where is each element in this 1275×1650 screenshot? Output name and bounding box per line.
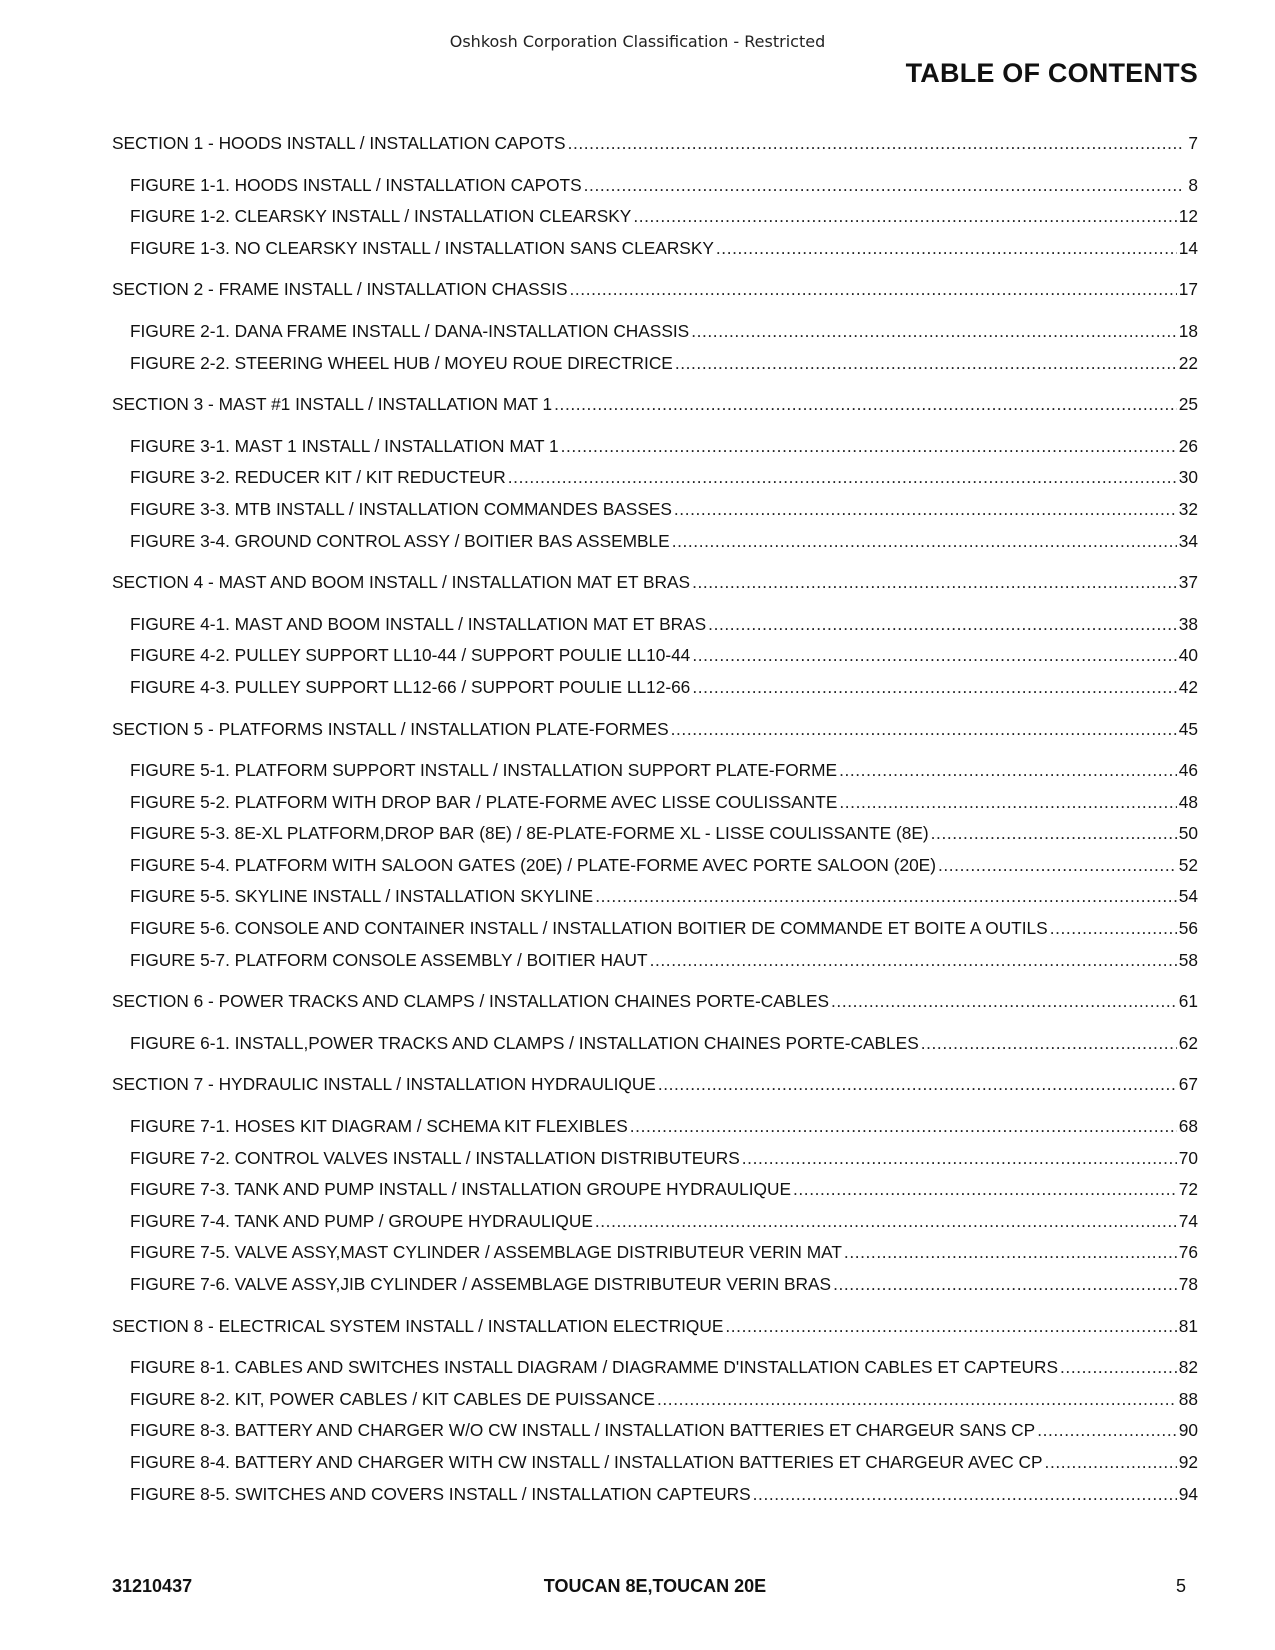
toc-entry-label: SECTION 5 - PLATFORMS INSTALL / INSTALLATION PLATE-FORMES xyxy=(112,718,669,739)
toc-figure-entry[interactable] xyxy=(112,233,1198,265)
document-number: 31210437 xyxy=(112,1576,193,1596)
toc-entry-page: 90 xyxy=(1178,1420,1198,1441)
dot-leader xyxy=(650,945,1177,977)
toc-entry-label: FIGURE 7-2. CONTROL VALVES INSTALL / INSTALLATION DISTRIBUTEURS xyxy=(130,1147,740,1168)
toc-entry-label: SECTION 4 - MAST AND BOOM INSTALL / INSTALLATION MAT ET BRAS xyxy=(112,572,691,593)
toc-figure-entry[interactable] xyxy=(112,348,1198,380)
toc-figure-entry[interactable] xyxy=(112,850,1198,882)
toc-figure-entry[interactable] xyxy=(112,787,1198,819)
dot-leader xyxy=(692,567,1177,599)
toc-figure-entry[interactable] xyxy=(112,316,1198,348)
toc-entry-label: FIGURE 5-2. PLATFORM WITH DROP BAR / PLATE-FORME AVEC LISSE COULISSANTE xyxy=(130,791,838,812)
toc-figure-entry[interactable] xyxy=(112,755,1198,787)
classification-banner: Oshkosh Corporation Classification - Restricted xyxy=(449,32,826,51)
dot-leader xyxy=(561,431,1177,463)
toc-entry-label: FIGURE 7-3. TANK AND PUMP INSTALL / INSTALLATION GROUPE HYDRAULIQUE xyxy=(130,1179,791,1200)
toc-figure-entry[interactable] xyxy=(112,1206,1198,1238)
toc-entry-page: 25 xyxy=(1178,394,1198,415)
dot-leader xyxy=(692,672,1176,704)
dot-leader xyxy=(691,316,1177,348)
toc-figure-entry[interactable] xyxy=(112,526,1198,558)
toc-entry-label: FIGURE 1-1. HOODS INSTALL / INSTALLATION CAPOTS xyxy=(130,174,582,195)
toc-entry-page: 14 xyxy=(1178,237,1198,258)
toc-entry-page: 54 xyxy=(1178,886,1198,907)
toc-figure-entry[interactable] xyxy=(112,1415,1198,1447)
toc-section-entry[interactable] xyxy=(112,567,1198,599)
toc-entry-label: FIGURE 5-1. PLATFORM SUPPORT INSTALL / INSTALLATION SUPPORT PLATE-FORME xyxy=(130,760,838,781)
dot-leader xyxy=(708,609,1177,641)
toc-figure-entry[interactable] xyxy=(112,945,1198,977)
toc-entry-page: 32 xyxy=(1178,498,1198,519)
toc-entry-page: 50 xyxy=(1178,823,1198,844)
toc-entry-page: 8 xyxy=(1188,174,1198,195)
dot-leader xyxy=(675,348,1177,380)
toc-entry-label: FIGURE 8-5. SWITCHES AND COVERS INSTALL / INSTALLATION CAPTEURS xyxy=(130,1483,751,1504)
toc-figure-entry[interactable] xyxy=(112,170,1198,202)
dot-leader xyxy=(742,1143,1177,1175)
toc-entry-label: SECTION 6 - POWER TRACKS AND CLAMPS / INSTALLATION CHAINES PORTE-CABLES xyxy=(112,991,830,1012)
toc-entry-label: FIGURE 5-5. SKYLINE INSTALL / INSTALLATION SKYLINE xyxy=(130,886,594,907)
toc-figure-entry[interactable] xyxy=(112,640,1198,672)
toc-entry-label: SECTION 2 - FRAME INSTALL / INSTALLATION CHASSIS xyxy=(112,279,568,300)
toc-figure-entry[interactable] xyxy=(112,431,1198,463)
dot-leader xyxy=(716,233,1177,265)
toc-figure-entry[interactable] xyxy=(112,1384,1198,1416)
toc-entry-page: 62 xyxy=(1178,1032,1198,1053)
dot-leader xyxy=(844,1237,1177,1269)
toc-entry-label: FIGURE 7-1. HOSES KIT DIAGRAM / SCHEMA KIT FLEXIBLES xyxy=(130,1116,628,1137)
toc-entry-page: 81 xyxy=(1178,1315,1198,1336)
toc-entry-label: FIGURE 3-2. REDUCER KIT / KIT REDUCTEUR xyxy=(130,467,506,488)
toc-figure-entry[interactable] xyxy=(112,913,1198,945)
toc-figure-entry[interactable] xyxy=(112,1028,1198,1060)
dot-leader xyxy=(633,201,1176,233)
dot-leader xyxy=(595,881,1177,913)
toc-section-entry[interactable] xyxy=(112,274,1198,306)
page-title: TABLE OF CONTENTS xyxy=(905,58,1198,88)
dot-leader xyxy=(793,1174,1177,1206)
page-number: 5 xyxy=(1175,1576,1186,1596)
toc-entry-label: FIGURE 4-1. MAST AND BOOM INSTALL / INSTALLATION MAT ET BRAS xyxy=(130,613,707,634)
dot-leader xyxy=(630,1111,1177,1143)
toc-entry-page: 92 xyxy=(1178,1451,1198,1472)
toc-figure-entry[interactable] xyxy=(112,1111,1198,1143)
toc-entry-label: FIGURE 8-2. KIT, POWER CABLES / KIT CABLES DE PUISSANCE xyxy=(130,1388,655,1409)
toc-entry-label: FIGURE 1-2. CLEARSKY INSTALL / INSTALLATION CLEARSKY xyxy=(130,206,632,227)
toc-entry-label: FIGURE 7-4. TANK AND PUMP / GROUPE HYDRAULIQUE xyxy=(130,1210,593,1231)
dot-leader xyxy=(1037,1415,1177,1447)
toc-entry-label: FIGURE 5-4. PLATFORM WITH SALOON GATES (20E) / PLATE-FORME AVEC PORTE SALOON (20E) xyxy=(130,854,936,875)
toc-entry-page: 26 xyxy=(1178,435,1198,456)
toc-entry-page: 22 xyxy=(1178,352,1198,373)
toc-entry-label: FIGURE 5-6. CONSOLE AND CONTAINER INSTALL / INSTALLATION BOITIER DE COMMANDE ET BOITE A OUTILS xyxy=(130,918,1048,939)
toc-entry-page: 67 xyxy=(1178,1074,1198,1095)
dot-leader xyxy=(921,1028,1177,1060)
toc-figure-entry[interactable] xyxy=(112,1269,1198,1301)
toc-entry-page: 82 xyxy=(1178,1357,1198,1378)
toc-section-entry[interactable] xyxy=(112,986,1198,1018)
toc-entry-label: FIGURE 8-1. CABLES AND SWITCHES INSTALL DIAGRAM / DIAGRAMME D'INSTALLATION CABLES ET CAPTEURS xyxy=(130,1357,1059,1378)
dot-leader xyxy=(725,1311,1176,1343)
toc-figure-entry[interactable] xyxy=(112,1143,1198,1175)
toc-entry-page: 17 xyxy=(1178,279,1198,300)
dot-leader xyxy=(931,818,1177,850)
toc-section-entry[interactable] xyxy=(112,128,1198,160)
toc-section-entry[interactable] xyxy=(112,714,1198,746)
toc-entry-label: FIGURE 3-4. GROUND CONTROL ASSY / BOITIER BAS ASSEMBLE xyxy=(130,530,670,551)
dot-leader xyxy=(692,640,1176,672)
toc-figure-entry[interactable] xyxy=(112,1447,1198,1479)
toc-entry-page: 7 xyxy=(1188,133,1198,153)
toc-entry-label: FIGURE 4-2. PULLEY SUPPORT LL10-44 / SUPPORT POULIE LL10-44 xyxy=(130,645,691,666)
toc-entry-page: 46 xyxy=(1178,760,1198,781)
toc-entry-page: 58 xyxy=(1178,949,1198,970)
model-name: TOUCAN 8E,TOUCAN 20E xyxy=(543,1576,767,1596)
toc-entry-page: 34 xyxy=(1178,530,1198,551)
toc-entry-page: 70 xyxy=(1178,1147,1198,1168)
toc-entry-page: 38 xyxy=(1178,613,1198,634)
toc-entry-label: FIGURE 1-3. NO CLEARSKY INSTALL / INSTALLATION SANS CLEARSKY xyxy=(130,237,714,258)
toc-figure-entry[interactable] xyxy=(112,1237,1198,1269)
toc-entry-page: 56 xyxy=(1178,918,1198,939)
toc-figure-entry[interactable] xyxy=(112,1352,1198,1384)
toc-entry-page: 52 xyxy=(1178,854,1198,875)
toc-entry-page: 45 xyxy=(1178,718,1198,739)
dot-leader xyxy=(568,128,1182,160)
dot-leader xyxy=(554,389,1177,421)
toc-entry-page: 78 xyxy=(1178,1274,1198,1294)
toc-section-entry[interactable] xyxy=(112,1069,1198,1101)
dot-leader xyxy=(671,714,1177,746)
toc-figure-entry[interactable] xyxy=(112,881,1198,913)
toc-entry-label: FIGURE 5-3. 8E-XL PLATFORM,DROP BAR (8E) / 8E-PLATE-FORME XL - LISSE COULISSANTE (8E) xyxy=(130,823,929,844)
toc-figure-entry[interactable] xyxy=(112,201,1198,233)
dot-leader xyxy=(657,1384,1177,1416)
toc-entry-label: SECTION 8 - ELECTRICAL SYSTEM INSTALL / INSTALLATION ELECTRIQUE xyxy=(112,1315,724,1336)
toc-entry-label: FIGURE 3-1. MAST 1 INSTALL / INSTALLATION MAT 1 xyxy=(130,435,559,456)
dot-leader xyxy=(1050,913,1177,945)
dot-leader xyxy=(672,526,1177,558)
dot-leader xyxy=(569,274,1176,306)
dot-leader xyxy=(584,170,1182,202)
table-of-contents xyxy=(112,128,1198,1520)
dot-leader xyxy=(1060,1352,1177,1384)
toc-entry-label: FIGURE 5-7. PLATFORM CONSOLE ASSEMBLY / BOITIER HAUT xyxy=(130,949,648,970)
toc-entry-label: FIGURE 2-1. DANA FRAME INSTALL / DANA-INSTALLATION CHASSIS xyxy=(130,320,690,341)
toc-entry-page: 30 xyxy=(1178,467,1198,488)
toc-entry-label: FIGURE 4-3. PULLEY SUPPORT LL12-66 / SUPPORT POULIE LL12-66 xyxy=(130,676,691,697)
toc-figure-entry[interactable] xyxy=(112,672,1198,704)
dot-leader xyxy=(658,1069,1177,1101)
toc-entry-label: SECTION 7 - HYDRAULIC INSTALL / INSTALLATION HYDRAULIQUE xyxy=(112,1074,656,1095)
toc-figure-entry[interactable] xyxy=(112,1479,1198,1511)
dot-leader xyxy=(938,850,1177,882)
toc-entry-page: 48 xyxy=(1178,791,1198,812)
dot-leader xyxy=(831,986,1177,1018)
toc-entry-label: FIGURE 8-3. BATTERY AND CHARGER W/O CW INSTALL / INSTALLATION BATTERIES ET CHARGEUR SANS CP xyxy=(130,1420,1036,1441)
toc-entry-page: 94 xyxy=(1178,1483,1198,1504)
toc-entry-page: 76 xyxy=(1178,1242,1198,1263)
dot-leader xyxy=(674,494,1177,526)
dot-leader xyxy=(753,1479,1177,1511)
toc-figure-entry[interactable] xyxy=(112,818,1198,850)
toc-figure-entry[interactable] xyxy=(112,1174,1198,1206)
toc-entry-label: FIGURE 3-3. MTB INSTALL / INSTALLATION COMMANDES BASSES xyxy=(130,498,672,519)
toc-entry-label: SECTION 3 - MAST #1 INSTALL / INSTALLATION MAT 1 xyxy=(112,394,553,415)
toc-figure-entry[interactable] xyxy=(112,494,1198,526)
dot-leader xyxy=(839,787,1176,819)
toc-section-entry[interactable] xyxy=(112,389,1198,421)
toc-entry-page: 40 xyxy=(1178,645,1198,666)
toc-entry-page: 12 xyxy=(1178,206,1198,227)
toc-entry-page: 37 xyxy=(1178,572,1198,593)
toc-entry-label: SECTION 1 - HOODS INSTALL / INSTALLATION CAPOTS xyxy=(112,133,566,153)
toc-entry-page: 18 xyxy=(1178,320,1198,341)
toc-entry-page: 74 xyxy=(1178,1210,1198,1231)
dot-leader xyxy=(1045,1447,1177,1479)
toc-entry-label: FIGURE 7-6. VALVE ASSY,JIB CYLINDER / ASSEMBLAGE DISTRIBUTEUR VERIN BRAS xyxy=(130,1274,832,1294)
toc-entry-page: 88 xyxy=(1178,1388,1198,1409)
toc-entry-label: FIGURE 7-5. VALVE ASSY,MAST CYLINDER / ASSEMBLAGE DISTRIBUTEUR VERIN MAT xyxy=(130,1242,842,1263)
toc-figure-entry[interactable] xyxy=(112,462,1198,494)
toc-entry-label: FIGURE 6-1. INSTALL,POWER TRACKS AND CLAMPS / INSTALLATION CHAINES PORTE-CABLES xyxy=(130,1032,919,1053)
toc-entry-page: 61 xyxy=(1178,991,1198,1012)
toc-entry-label: FIGURE 2-2. STEERING WHEEL HUB / MOYEU ROUE DIRECTRICE xyxy=(130,352,673,373)
toc-entry-label: FIGURE 8-4. BATTERY AND CHARGER WITH CW INSTALL / INSTALLATION BATTERIES ET CHARGEUR AVEC CP xyxy=(130,1451,1043,1472)
toc-entry-page: 72 xyxy=(1178,1179,1198,1200)
dot-leader xyxy=(833,1269,1177,1301)
toc-figure-entry[interactable] xyxy=(112,609,1198,641)
dot-leader xyxy=(508,462,1177,494)
dot-leader xyxy=(839,755,1177,787)
dot-leader xyxy=(595,1206,1177,1238)
toc-entry-page: 42 xyxy=(1178,676,1198,697)
toc-entry-page: 68 xyxy=(1178,1116,1198,1137)
toc-section-entry[interactable] xyxy=(112,1311,1198,1343)
